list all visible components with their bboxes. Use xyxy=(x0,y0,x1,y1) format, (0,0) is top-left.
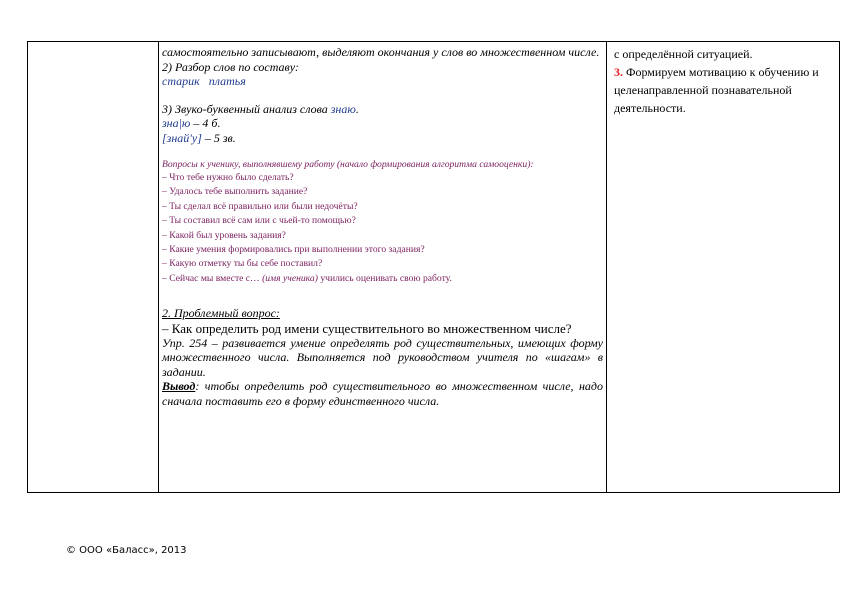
exercise-text: Упр. 254 – развивается умение определять род существительных, имеющих форму множественного числа. Выполняется под руководством учителя по «шагам» в задании. xyxy=(162,335,603,379)
questions-title: Вопросы к ученику, выполнявшему работу (начало формирования алгоритма самооценки): xyxy=(162,159,534,170)
question-item: – Ты составил всё сам или с чьей-то помощью? xyxy=(162,215,356,227)
activity-cell xyxy=(159,42,606,492)
question-item: – Удалось тебе выполнить задание? xyxy=(162,186,308,198)
question-item: – Какие умения формировались при выполнении этого задания? xyxy=(162,244,425,256)
step3-word: знаю xyxy=(330,101,356,116)
last-question: – Сейчас мы вместе с… (имя ученика) учились оценивать свою работу. xyxy=(162,272,452,284)
step2-words: старик платья xyxy=(162,74,246,88)
questions-list xyxy=(162,171,603,272)
question-item: – Что тебе нужно было сделать? xyxy=(162,172,294,183)
lesson-table xyxy=(27,41,840,493)
outcome-line-1: с определённой ситуацией. xyxy=(614,47,753,61)
step3-label: 3) Звуко-буквенный анализ слова знаю. xyxy=(162,101,359,116)
copyright-footer: © ООО «Баласс», 2013 xyxy=(66,545,187,556)
outcome-cell xyxy=(608,42,841,492)
problem-label: 2. Проблемный вопрос: xyxy=(162,306,280,321)
step2-label: 2) Разбор слов по составу: xyxy=(162,59,299,74)
syllable-line: зна|ю – 4 б. xyxy=(162,116,221,130)
column-divider xyxy=(606,42,607,492)
intro-text: самостоятельно записывают, выделяют окончания у слов во множественном числе. xyxy=(162,45,600,59)
question-item: – Какой был уровень задания? xyxy=(162,229,286,241)
problem-text: – Как определить род имени существительного во множественном числе? xyxy=(162,320,572,336)
conclusion-text: Вывод: чтобы определить род существительного во множественном числе, надо сначала поставить его в форму единственного числа. xyxy=(162,379,603,408)
question-item: – Какую отметку ты бы себе поставил? xyxy=(162,258,323,270)
transcription-line: [знай'у] – 5 зв. xyxy=(162,130,236,145)
question-item: – Ты сделал всё правильно или были недочёты? xyxy=(162,200,358,212)
item-number: 3. xyxy=(614,65,623,79)
outcome-line-2: 3. Формируем мотивацию к обучению и целенаправленной познавательной деятельности. xyxy=(614,65,819,115)
